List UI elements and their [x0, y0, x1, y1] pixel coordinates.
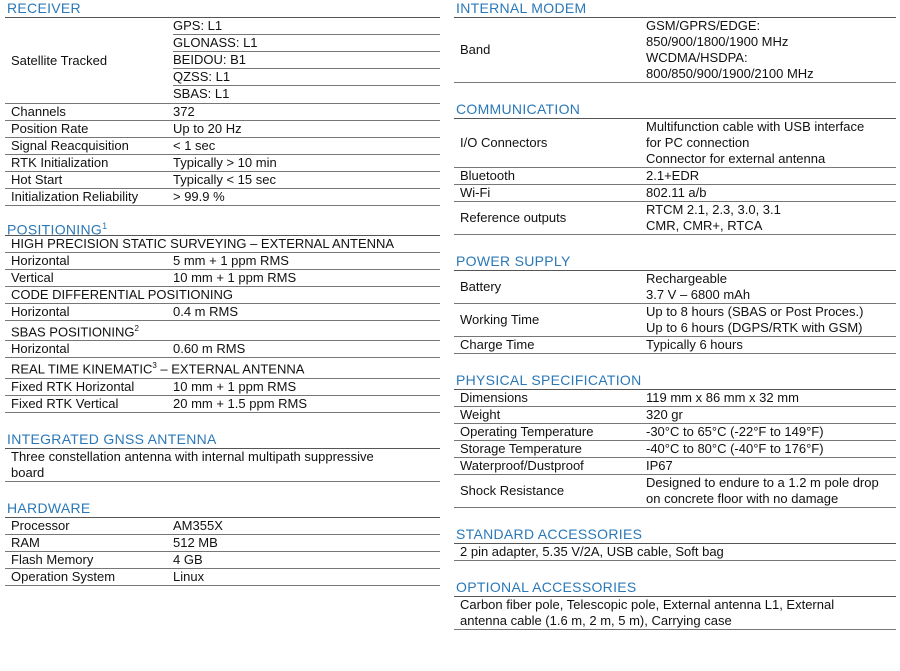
spec-row — [5, 104, 440, 121]
spec-value: AM355X — [173, 517, 223, 533]
band-line: 800/850/900/1900/2100 MHz — [646, 66, 814, 81]
band-line: GSM/GPRS/EDGE: — [646, 18, 761, 33]
bluetooth-label: Bluetooth — [460, 168, 515, 183]
charge-time-label: Charge Time — [460, 337, 535, 352]
reference-line: CMR, CMR+, RTCA — [646, 218, 763, 233]
spec-row — [5, 379, 440, 396]
spec-value: 0.4 m RMS — [173, 304, 239, 319]
power-heading: POWER SUPPLY — [454, 253, 896, 271]
receiver-heading: RECEIVER — [5, 0, 440, 18]
spec-row — [454, 407, 896, 424]
standard-accessories-heading: STANDARD ACCESSORIES — [454, 526, 896, 544]
spec-row — [5, 569, 440, 586]
sbas-subheading: SBAS POSITIONING$^2$ — [5, 321, 440, 341]
spec-label: Processor — [11, 517, 70, 533]
bluetooth-row — [454, 168, 896, 185]
bluetooth-value: 2.1+EDR — [646, 168, 700, 183]
charge-time-value: Typically 6 hours — [646, 337, 743, 352]
physical-section — [454, 372, 896, 508]
hardware-heading: HARDWARE — [5, 500, 440, 518]
reference-line: RTCM 2.1, 2.3, 3.0, 3.1 — [646, 202, 781, 217]
working-time-row — [454, 304, 896, 337]
spec-label: Signal Reacquisition — [11, 138, 129, 153]
spec-label: Weight — [460, 407, 501, 422]
sat-value: QZSS: L1 — [173, 69, 440, 86]
spec-label: Position Rate — [11, 121, 89, 136]
spec-label: Channels — [11, 104, 66, 119]
spec-label: Horizontal — [11, 253, 70, 268]
spec-row — [5, 121, 440, 138]
spec-row — [5, 552, 440, 569]
sat-value: SBAS: L1 — [173, 86, 230, 101]
optional-accessories-heading: OPTIONAL ACCESSORIES — [454, 579, 896, 597]
spec-value: Up to 20 Hz — [173, 121, 242, 136]
wifi-label: Wi-Fi — [460, 185, 491, 200]
spec-row — [5, 270, 440, 287]
spec-value: > 99.9 % — [173, 189, 225, 204]
spec-row — [5, 138, 440, 155]
spec-value: 512 MB — [173, 534, 218, 550]
power-section — [454, 253, 896, 354]
battery-line: 3.7 V – 6800 mAh — [646, 287, 751, 302]
spec-value: 4 GB — [173, 551, 203, 567]
communication-heading: COMMUNICATION — [454, 101, 896, 119]
spec-row — [454, 424, 896, 441]
positioning-heading: POSITIONING$^1$ — [5, 218, 440, 236]
spec-value: 0.60 m RMS — [173, 341, 246, 357]
receiver-section — [5, 0, 440, 206]
spec-value: 20 mm + 1.5 ppm RMS — [173, 395, 308, 411]
spec-label: Operating Temperature — [460, 424, 594, 439]
spec-label: Horizontal — [11, 304, 70, 319]
spec-row — [5, 304, 440, 321]
wifi-value: 802.11 a/b — [646, 185, 707, 200]
reference-outputs-row — [454, 202, 896, 235]
optional-accessories-section — [454, 579, 896, 630]
spec-label: Dimensions — [460, 390, 528, 405]
spec-row — [5, 155, 440, 172]
spec-row — [454, 441, 896, 458]
static-surveying-subheading: HIGH PRECISION STATIC SURVEYING – EXTERNAL ANTENNA — [5, 236, 440, 253]
io-connectors-row — [454, 119, 896, 168]
reference-outputs-label: Reference outputs — [460, 210, 567, 225]
spec-value: 119 mm x 86 mm x 32 mm — [646, 390, 799, 405]
spec-value: -40°C to 80°C (-40°F to 176°F) — [646, 441, 824, 456]
shock-resistance-label: Shock Resistance — [460, 483, 565, 498]
sat-value: BEIDOU: B1 — [173, 52, 440, 69]
spec-value: -30°C to 65°C (-22°F to 149°F) — [646, 424, 824, 439]
code-differential-subheading: CODE DIFFERENTIAL POSITIONING — [5, 287, 440, 304]
sat-value: GLONASS: L1 — [173, 35, 440, 52]
antenna-section — [5, 431, 440, 482]
io-line: Connector for external antenna — [646, 151, 826, 166]
physical-heading: PHYSICAL SPECIFICATION — [454, 372, 896, 390]
spec-row — [5, 172, 440, 189]
standard-accessories-section — [454, 526, 896, 561]
spec-label: Flash Memory — [11, 551, 94, 567]
spec-label: Horizontal — [11, 341, 70, 357]
modem-heading: INTERNAL MODEM — [454, 0, 896, 18]
spec-label: Waterproof/Dustproof — [460, 458, 584, 473]
spec-value: IP67 — [646, 458, 673, 473]
rtk-subheading: REAL TIME KINEMATIC$^3$ – EXTERNAL ANTENNA — [5, 358, 440, 378]
satellite-tracked-row — [5, 18, 440, 104]
spec-value: 10 mm + 1 ppm RMS — [173, 378, 297, 394]
spec-label: RAM — [11, 534, 40, 550]
antenna-heading: INTEGRATED GNSS ANTENNA — [5, 431, 440, 449]
spec-value: Typically > 10 min — [173, 155, 277, 170]
positioning-section — [5, 218, 440, 413]
spec-value: Typically < 15 sec — [173, 172, 276, 187]
spec-value: 10 mm + 1 ppm RMS — [173, 270, 297, 285]
battery-row — [454, 271, 896, 304]
band-line: WCDMA/HSDPA: — [646, 50, 748, 65]
spec-row — [454, 390, 896, 407]
spec-row — [5, 253, 440, 270]
io-line: for PC connection — [646, 135, 750, 150]
spec-label: Vertical — [11, 270, 54, 285]
spec-value: Linux — [173, 568, 205, 584]
spec-row — [5, 189, 440, 206]
band-line: 850/900/1800/1900 MHz — [646, 34, 789, 49]
spec-value: 5 mm + 1 ppm RMS — [173, 253, 289, 268]
optional-accessories-text: Carbon fiber pole, Telescopic pole, External antenna L1, External antenna cable (1.6 m, 2 m, 5 m), Carrying case — [454, 597, 896, 630]
battery-label: Battery — [460, 279, 502, 294]
spec-label: Fixed RTK Horizontal — [11, 378, 135, 394]
working-time-line: Up to 6 hours (DGPS/RTK with GSM) — [646, 320, 863, 335]
antenna-description: Three constellation antenna with internal multipath suppressive board — [5, 449, 440, 482]
band-label: Band — [460, 42, 491, 57]
satellite-tracked-label: Satellite Tracked — [11, 52, 108, 68]
sat-value: GPS: L1 — [173, 18, 440, 35]
spec-label: Hot Start — [11, 172, 63, 187]
charge-time-row — [454, 337, 896, 354]
shock-resistance-row — [454, 475, 896, 508]
wifi-row — [454, 185, 896, 202]
hardware-section — [5, 500, 440, 586]
standard-accessories-text: 2 pin adapter, 5.35 V/2A, USB cable, Soft bag — [454, 544, 896, 561]
working-time-line: Up to 8 hours (SBAS or Post Proces.) — [646, 304, 864, 319]
modem-section — [454, 0, 896, 83]
spec-label: Initialization Reliability — [11, 189, 139, 204]
right-column — [454, 0, 896, 642]
shock-line: Designed to endure to a 1.2 m pole drop — [646, 475, 879, 490]
band-row — [454, 18, 896, 83]
spec-row — [5, 518, 440, 535]
working-time-label: Working Time — [460, 312, 540, 327]
spec-label: Operation System — [11, 568, 116, 584]
spec-row — [454, 458, 896, 475]
spec-label: Fixed RTK Vertical — [11, 395, 119, 411]
io-line: Multifunction cable with USB interface — [646, 119, 865, 134]
left-column — [5, 0, 440, 598]
spec-value: < 1 sec — [173, 138, 216, 153]
io-connectors-label: I/O Connectors — [460, 135, 548, 150]
communication-section — [454, 101, 896, 235]
spec-row — [5, 396, 440, 413]
shock-line: on concrete floor with no damage — [646, 491, 839, 506]
spec-label: RTK Initialization — [11, 155, 109, 170]
spec-row — [5, 535, 440, 552]
spec-row — [5, 341, 440, 358]
battery-line: Rechargeable — [646, 271, 727, 286]
spec-label: Storage Temperature — [460, 441, 582, 456]
spec-value: 372 — [173, 104, 195, 119]
spec-value: 320 gr — [646, 407, 683, 422]
